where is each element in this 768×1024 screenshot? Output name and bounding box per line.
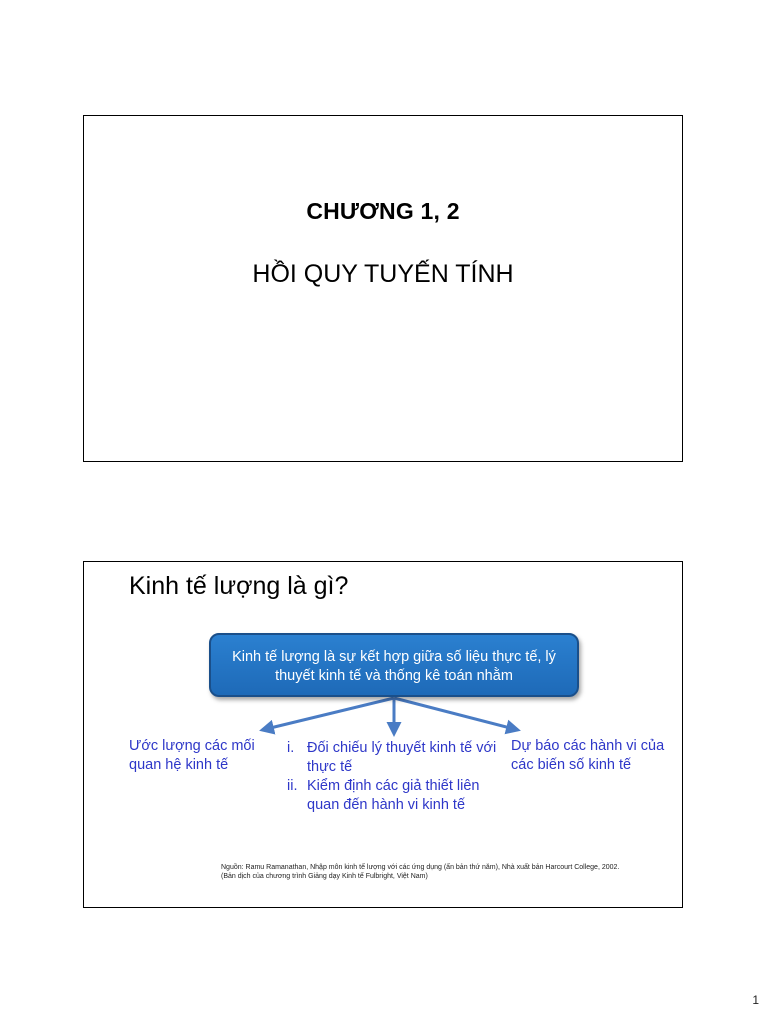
source-citation: [221, 863, 641, 881]
source-line-1: Nguồn: Ramu Ramanathan, Nhập môn kinh tế lượng với các ứng dụng (ấn bản thứ năm), Nhà xuất bản Harcourt College, 2002.: [221, 864, 620, 871]
definition-box: Kinh tế lượng là sự kết hợp giữa số liệu thực tế, lý thuyết kinh tế và thống kê toán nhằm: [209, 633, 579, 697]
branch-left-text: Ước lượng các mối quan hệ kinh tế: [129, 738, 255, 773]
branch-right-text: Dự báo các hành vi của các biến số kinh tế: [511, 738, 665, 773]
branch-middle-list: [287, 739, 497, 815]
arrow-left: [262, 698, 394, 730]
slide-1: [83, 115, 683, 462]
diagram-arrows: [84, 562, 684, 909]
list-item: [287, 739, 497, 777]
list-item: [287, 777, 497, 815]
chapter-label: CHƯƠNG 1, 2: [306, 198, 460, 224]
slide-heading: Kinh tế lượng là gì?: [129, 572, 349, 600]
list-marker: ii.: [287, 778, 298, 794]
list-item-text: Kiểm định các giả thiết liên quan đến hành vi kinh tế: [307, 778, 480, 813]
source-line-2: (Bản dịch của chương trình Giảng dạy Kinh tế Fulbright, Việt Nam): [221, 873, 428, 880]
list-item-text: Đối chiếu lý thuyết kinh tế với thực tế: [307, 740, 497, 775]
list-marker: i.: [287, 740, 295, 756]
slide-2: [83, 561, 683, 908]
arrow-right: [394, 698, 518, 730]
page-number: 1: [752, 993, 759, 1007]
slide-title: HỒI QUY TUYẾN TÍNH: [252, 260, 514, 288]
